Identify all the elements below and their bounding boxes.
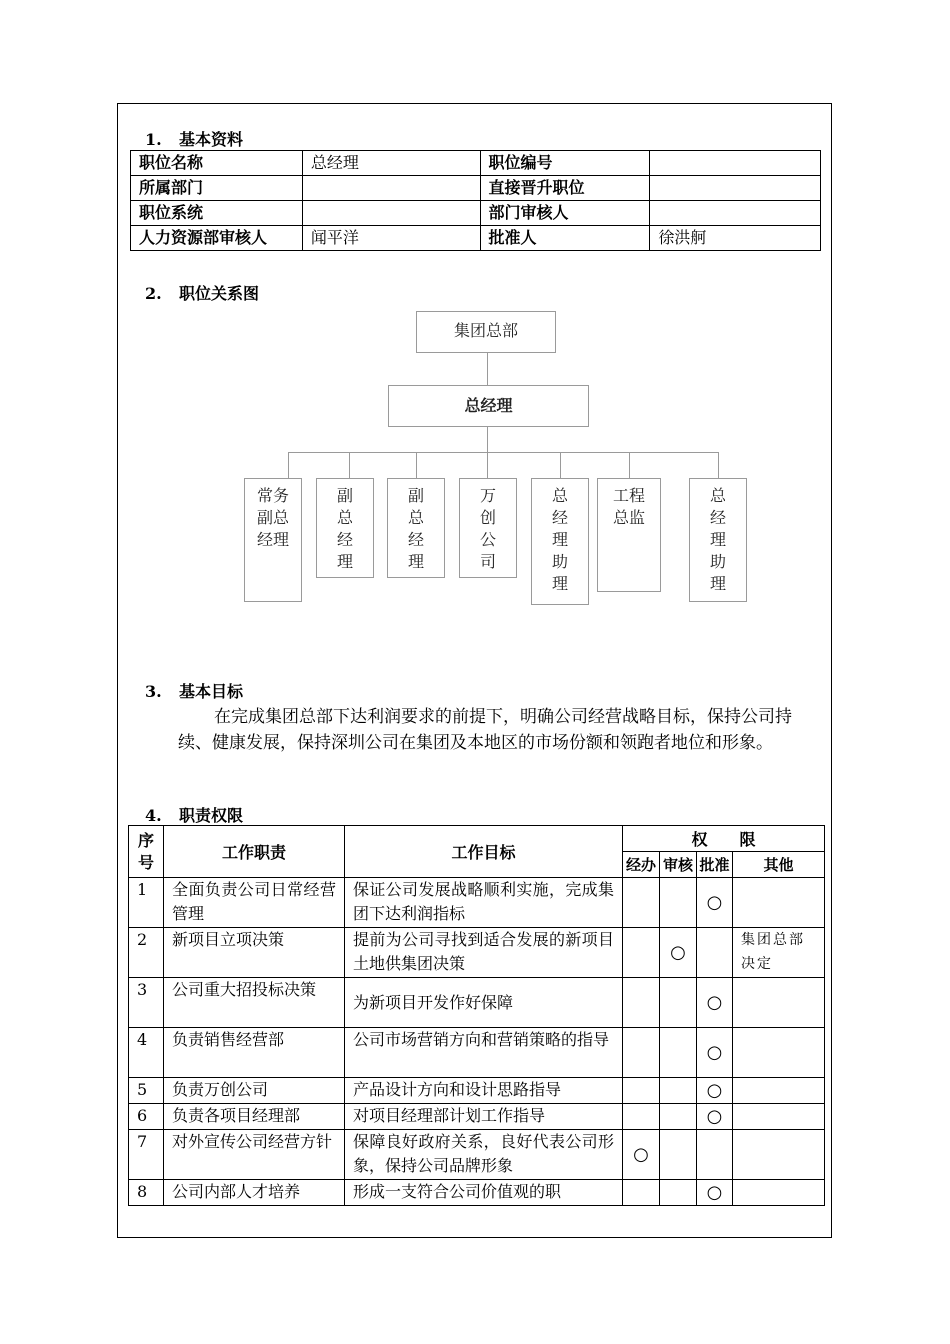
table-row: [129, 1028, 825, 1078]
value-position-name: 总经理: [302, 151, 480, 176]
row-mark-handle: [623, 878, 660, 928]
value-promotion-position: [650, 176, 821, 201]
basic-goal-text: 在完成集团总部下达利润要求的前提下，明确公司经营战略目标，保持公司持续、健康发展，保持深圳公司在集团及本地区的市场份额和领跑者地位和形象。: [178, 707, 792, 753]
value-department: [302, 176, 480, 201]
row-duty: 负责各项目经理部: [172, 1106, 301, 1125]
section-basic-goal-title: 3. 基本目标: [145, 682, 244, 701]
row-duty: 新项目立项决策: [172, 930, 285, 949]
table-row: [131, 151, 821, 176]
table-row: [129, 928, 825, 978]
table-row: [129, 878, 825, 928]
row-index: 1: [137, 880, 148, 899]
org-node-executive-vp: 常务副总经理: [244, 478, 302, 602]
row-index: 3: [137, 980, 148, 999]
value-hr-reviewer: 闻平洋: [302, 226, 480, 251]
org-node-general-manager: 总经理: [388, 385, 589, 427]
value-position-code: [650, 151, 821, 176]
table-row: [129, 1104, 825, 1130]
header-authority: 权 限: [623, 826, 825, 852]
label-promotion-position: 直接晋升职位: [480, 176, 650, 201]
org-node-engineering-director: 工程总监: [597, 478, 661, 592]
table-row: [129, 978, 825, 1028]
row-goal: 公司市场营销方向和营销策略的指导: [353, 1030, 610, 1049]
org-connector: [288, 452, 289, 478]
row-duty: 对外宣传公司经营方针: [172, 1132, 333, 1151]
row-duty: 公司重大招投标决策: [172, 980, 317, 999]
row-mark-approve: ○: [697, 978, 733, 1028]
row-index: 4: [137, 1030, 148, 1049]
row-duty: 负责销售经营部: [172, 1030, 285, 1049]
table-row: [131, 226, 821, 251]
header-goal: 工作目标: [345, 826, 623, 878]
row-goal: 提前为公司寻找到适合发展的新项目土地供集团决策: [353, 930, 614, 973]
row-goal: 形成一支符合公司价值观的职: [353, 1182, 562, 1201]
row-mark-review: ○: [660, 928, 697, 978]
row-goal: 保证公司发展战略顺利实施，完成集团下达利润指标: [353, 880, 614, 923]
row-index: 8: [137, 1182, 148, 1201]
row-mark-approve: ○: [697, 1078, 733, 1104]
org-connector: [718, 452, 719, 478]
org-connector: [487, 427, 488, 452]
label-dept-reviewer: 部门审核人: [480, 201, 650, 226]
row-mark-review: [660, 1180, 697, 1206]
row-mark-approve: ○: [697, 1180, 733, 1206]
org-connector: [629, 452, 630, 478]
label-position-code: 职位编号: [480, 151, 650, 176]
row-mark-handle: ○: [623, 1130, 660, 1180]
org-node-vp-2: 副总经理: [387, 478, 445, 578]
org-node-gm-assistant-2: 总经理助理: [689, 478, 747, 602]
row-mark-handle: [623, 978, 660, 1028]
basic-info-table: [130, 150, 821, 251]
value-approver: 徐洪舸: [650, 226, 821, 251]
row-index: 7: [137, 1132, 148, 1151]
header-handle: 经办: [623, 852, 660, 878]
row-goal: 为新项目开发作好保障: [353, 992, 514, 1012]
row-mark-approve: [697, 1130, 733, 1180]
org-node-gm-assistant-1: 总经理助理: [531, 478, 589, 605]
table-row: [129, 1078, 825, 1104]
row-other: 集团总部决定: [741, 932, 805, 972]
header-approve: 批准: [697, 852, 733, 878]
row-mark-review: [660, 978, 697, 1028]
row-duty: 公司内部人才培养: [172, 1182, 301, 1201]
row-index: 2: [137, 930, 148, 949]
label-department: 所属部门: [131, 176, 303, 201]
row-mark-approve: [697, 928, 733, 978]
table-row: [129, 1130, 825, 1180]
org-node-vp-1: 副总经理: [316, 478, 374, 578]
section-org-chart-title: 2. 职位关系图: [145, 284, 260, 303]
row-goal: 对项目经理部计划工作指导: [353, 1106, 546, 1125]
header-index: 序号: [129, 826, 164, 878]
org-connector: [288, 452, 718, 453]
label-hr-reviewer: 人力资源部审核人: [131, 226, 303, 251]
label-position-system: 职位系统: [131, 201, 303, 226]
row-index: 5: [137, 1080, 148, 1099]
org-connector: [416, 452, 417, 478]
table-row: [131, 176, 821, 201]
row-mark-handle: [623, 1104, 660, 1130]
table-row: [129, 1180, 825, 1206]
org-connector: [487, 452, 488, 478]
org-node-wanchuang-company: 万创公司: [459, 478, 517, 578]
value-position-system: [302, 201, 480, 226]
section-basic-info-title: 1. 基本资料: [145, 130, 244, 149]
row-mark-handle: [623, 1180, 660, 1206]
row-mark-handle: [623, 928, 660, 978]
row-mark-handle: [623, 1078, 660, 1104]
table-header-row: [129, 826, 825, 852]
header-duty: 工作职责: [164, 826, 345, 878]
org-connector: [487, 353, 488, 385]
row-mark-review: [660, 1028, 697, 1078]
value-dept-reviewer: [650, 201, 821, 226]
org-connector: [349, 452, 350, 478]
row-duty: 全面负责公司日常经营管理: [172, 880, 336, 923]
row-mark-review: [660, 1104, 697, 1130]
row-mark-approve: ○: [697, 878, 733, 928]
row-mark-review: [660, 1130, 697, 1180]
section-duty-title: 4. 职责权限: [145, 806, 244, 825]
row-mark-review: [660, 1078, 697, 1104]
header-other: 其他: [733, 852, 825, 878]
header-review: 审核: [660, 852, 697, 878]
row-goal: 产品设计方向和设计思路指导: [353, 1080, 562, 1099]
row-mark-approve: ○: [697, 1028, 733, 1078]
org-connector: [560, 452, 561, 478]
row-goal: 保障良好政府关系，良好代表公司形象，保持公司品牌形象: [353, 1132, 614, 1175]
row-index: 6: [137, 1106, 148, 1125]
duty-authority-table: [128, 825, 825, 1206]
row-mark-handle: [623, 1028, 660, 1078]
row-mark-approve: ○: [697, 1104, 733, 1130]
org-node-group-hq: 集团总部: [416, 311, 556, 353]
table-row: [131, 201, 821, 226]
label-approver: 批准人: [480, 226, 650, 251]
row-duty: 负责万创公司: [172, 1080, 269, 1099]
row-mark-review: [660, 878, 697, 928]
label-position-name: 职位名称: [131, 151, 303, 176]
